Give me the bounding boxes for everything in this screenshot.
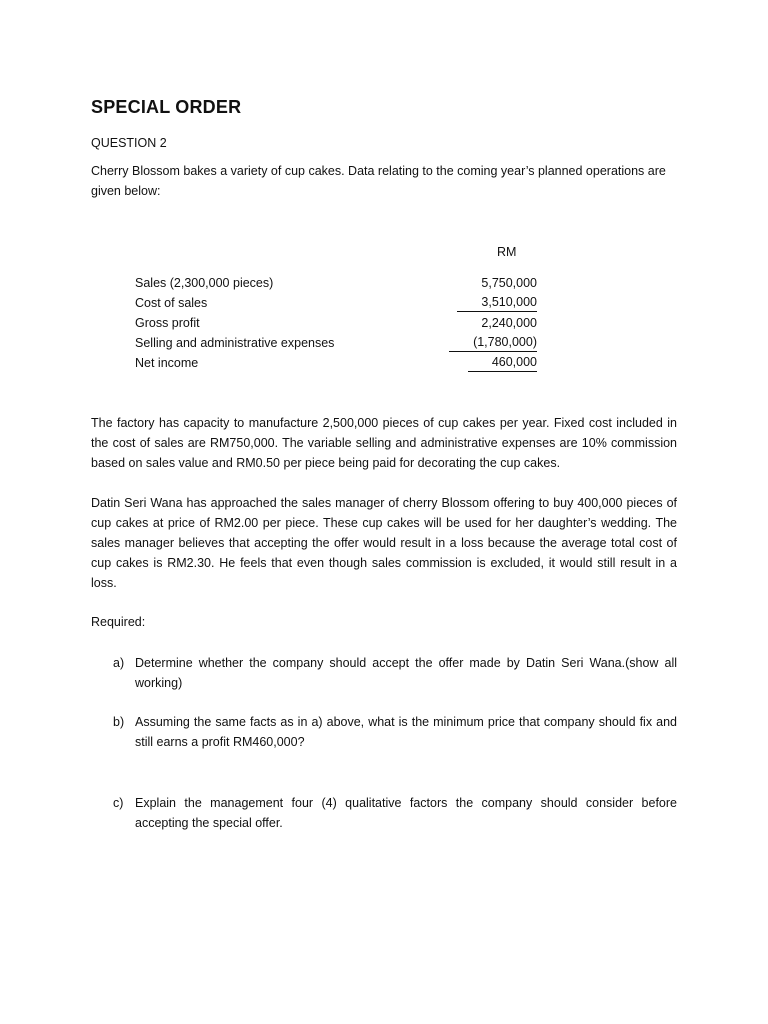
page-title: SPECIAL ORDER bbox=[91, 97, 242, 117]
table-row bbox=[135, 313, 545, 333]
item-marker: b) bbox=[113, 715, 125, 729]
row-value: 3,510,000 bbox=[457, 293, 537, 312]
table-row bbox=[135, 333, 545, 353]
item-text: Determine whether the company should accept the offer made by Datin Seri Wana.(show all working) bbox=[135, 656, 677, 690]
row-value: 460,000 bbox=[468, 353, 537, 372]
row-label: Gross profit bbox=[135, 316, 200, 330]
item-marker: c) bbox=[113, 796, 124, 810]
row-label: Cost of sales bbox=[135, 296, 208, 310]
offer-paragraph: Datin Seri Wana has approached the sales manager of cherry Blossom offering to buy 400,000 pieces of cup cakes at price of RM2.00 per piece. These cup cakes will be used for her daughter’s wedding. The sales manager believes that accepting the offer would result in a loss because the average total cost of cup cakes is RM2.30. He feels that even though sales commission is excluded, it would still result in a loss. bbox=[91, 496, 677, 590]
intro-paragraph: Cherry Blossom bakes a variety of cup cakes. Data relating to the coming year’s planned operations are given below: bbox=[91, 164, 666, 198]
row-value: 2,240,000 bbox=[481, 316, 537, 330]
table-row bbox=[135, 273, 545, 293]
row-label: Sales (2,300,000 pieces) bbox=[135, 276, 274, 290]
row-value: (1,780,000) bbox=[449, 333, 537, 352]
item-text: Explain the management four (4) qualitative factors the company should consider before accepting the special offer. bbox=[135, 796, 677, 830]
question-heading: QUESTION 2 bbox=[91, 136, 167, 150]
row-label: Selling and administrative expenses bbox=[135, 336, 335, 350]
table-row bbox=[135, 293, 545, 313]
required-heading: Required: bbox=[91, 615, 146, 629]
capacity-paragraph: The factory has capacity to manufacture 2,500,000 pieces of cup cakes per year. Fixed cost included in the cost of sales are RM750,000. The variable selling and administrative expenses are 10% commission based on sales value and RM0.50 per piece being paid for decorating the cup cakes. bbox=[91, 416, 677, 470]
row-value: 5,750,000 bbox=[481, 276, 537, 290]
row-label: Net income bbox=[135, 356, 199, 370]
item-text: Assuming the same facts as in a) above, what is the minimum price that company should fix and still earns a profit RM460,000? bbox=[135, 715, 677, 749]
item-marker: a) bbox=[113, 656, 125, 670]
currency-header: RM bbox=[497, 245, 517, 259]
table-row bbox=[135, 353, 545, 373]
